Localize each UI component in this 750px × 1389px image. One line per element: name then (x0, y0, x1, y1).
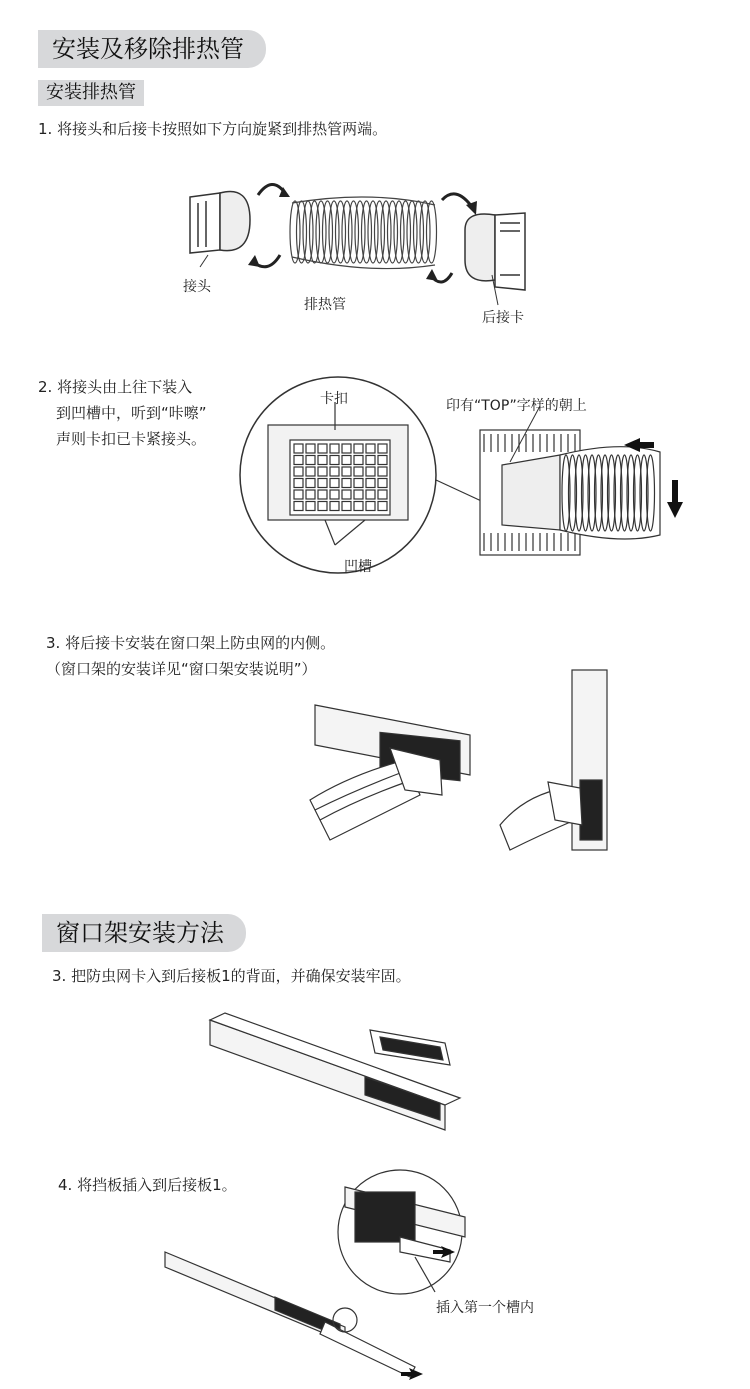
subsection-title-text: 安装排热管 (46, 82, 136, 103)
section-title-text: 安装及移除排热管 (52, 35, 244, 63)
rear-clip-illustration (465, 213, 525, 290)
label-groove: 凹槽 (344, 559, 372, 575)
label-insert-slot: 插入第一个槽内 (436, 1300, 534, 1316)
subsection-title (38, 80, 144, 106)
baffle-insert-illustration (165, 1162, 475, 1382)
step2-line1: 2. 将接头由上往下装入 (38, 378, 193, 396)
window-frame-install-illustration (310, 670, 630, 860)
hose-illustration (290, 197, 437, 269)
arrow-down-icon (667, 480, 683, 518)
step2-line3: 声则卡扣已卡紧接头。 (56, 430, 207, 448)
step3-line2: （窗口架的安装详见“窗口架安装说明”） (46, 660, 317, 678)
label-connector: 接头 (183, 279, 211, 295)
hose-rib (427, 201, 437, 263)
step1-text: 1. 将接头和后接卡按照如下方向旋紧到排热管两端。 (38, 120, 388, 138)
label-rear-clip: 后接卡 (482, 310, 524, 326)
label-top-note: 印有“TOP”字样的朝上 (446, 398, 587, 414)
section-title-install-remove (38, 30, 266, 68)
label-hose: 排热管 (304, 297, 346, 313)
step3-line1: 3. 将后接卡安装在窗口架上防虫网的内侧。 (46, 634, 336, 652)
connector-illustration (190, 192, 250, 253)
section-title-window-frame (42, 914, 246, 952)
screen-to-panel-illustration (205, 1005, 465, 1145)
section-title-text: 窗口架安装方法 (56, 919, 224, 947)
step2-line2: 到凹槽中，听到“咔嚓” (56, 404, 207, 422)
label-clip: 卡扣 (320, 391, 348, 407)
section2-step3-text: 3. 把防虫网卡入到后接板1的背面，并确保安装牢固。 (52, 967, 411, 985)
section2-step4-text: 4. 将挡板插入到后接板1。 (58, 1176, 237, 1194)
